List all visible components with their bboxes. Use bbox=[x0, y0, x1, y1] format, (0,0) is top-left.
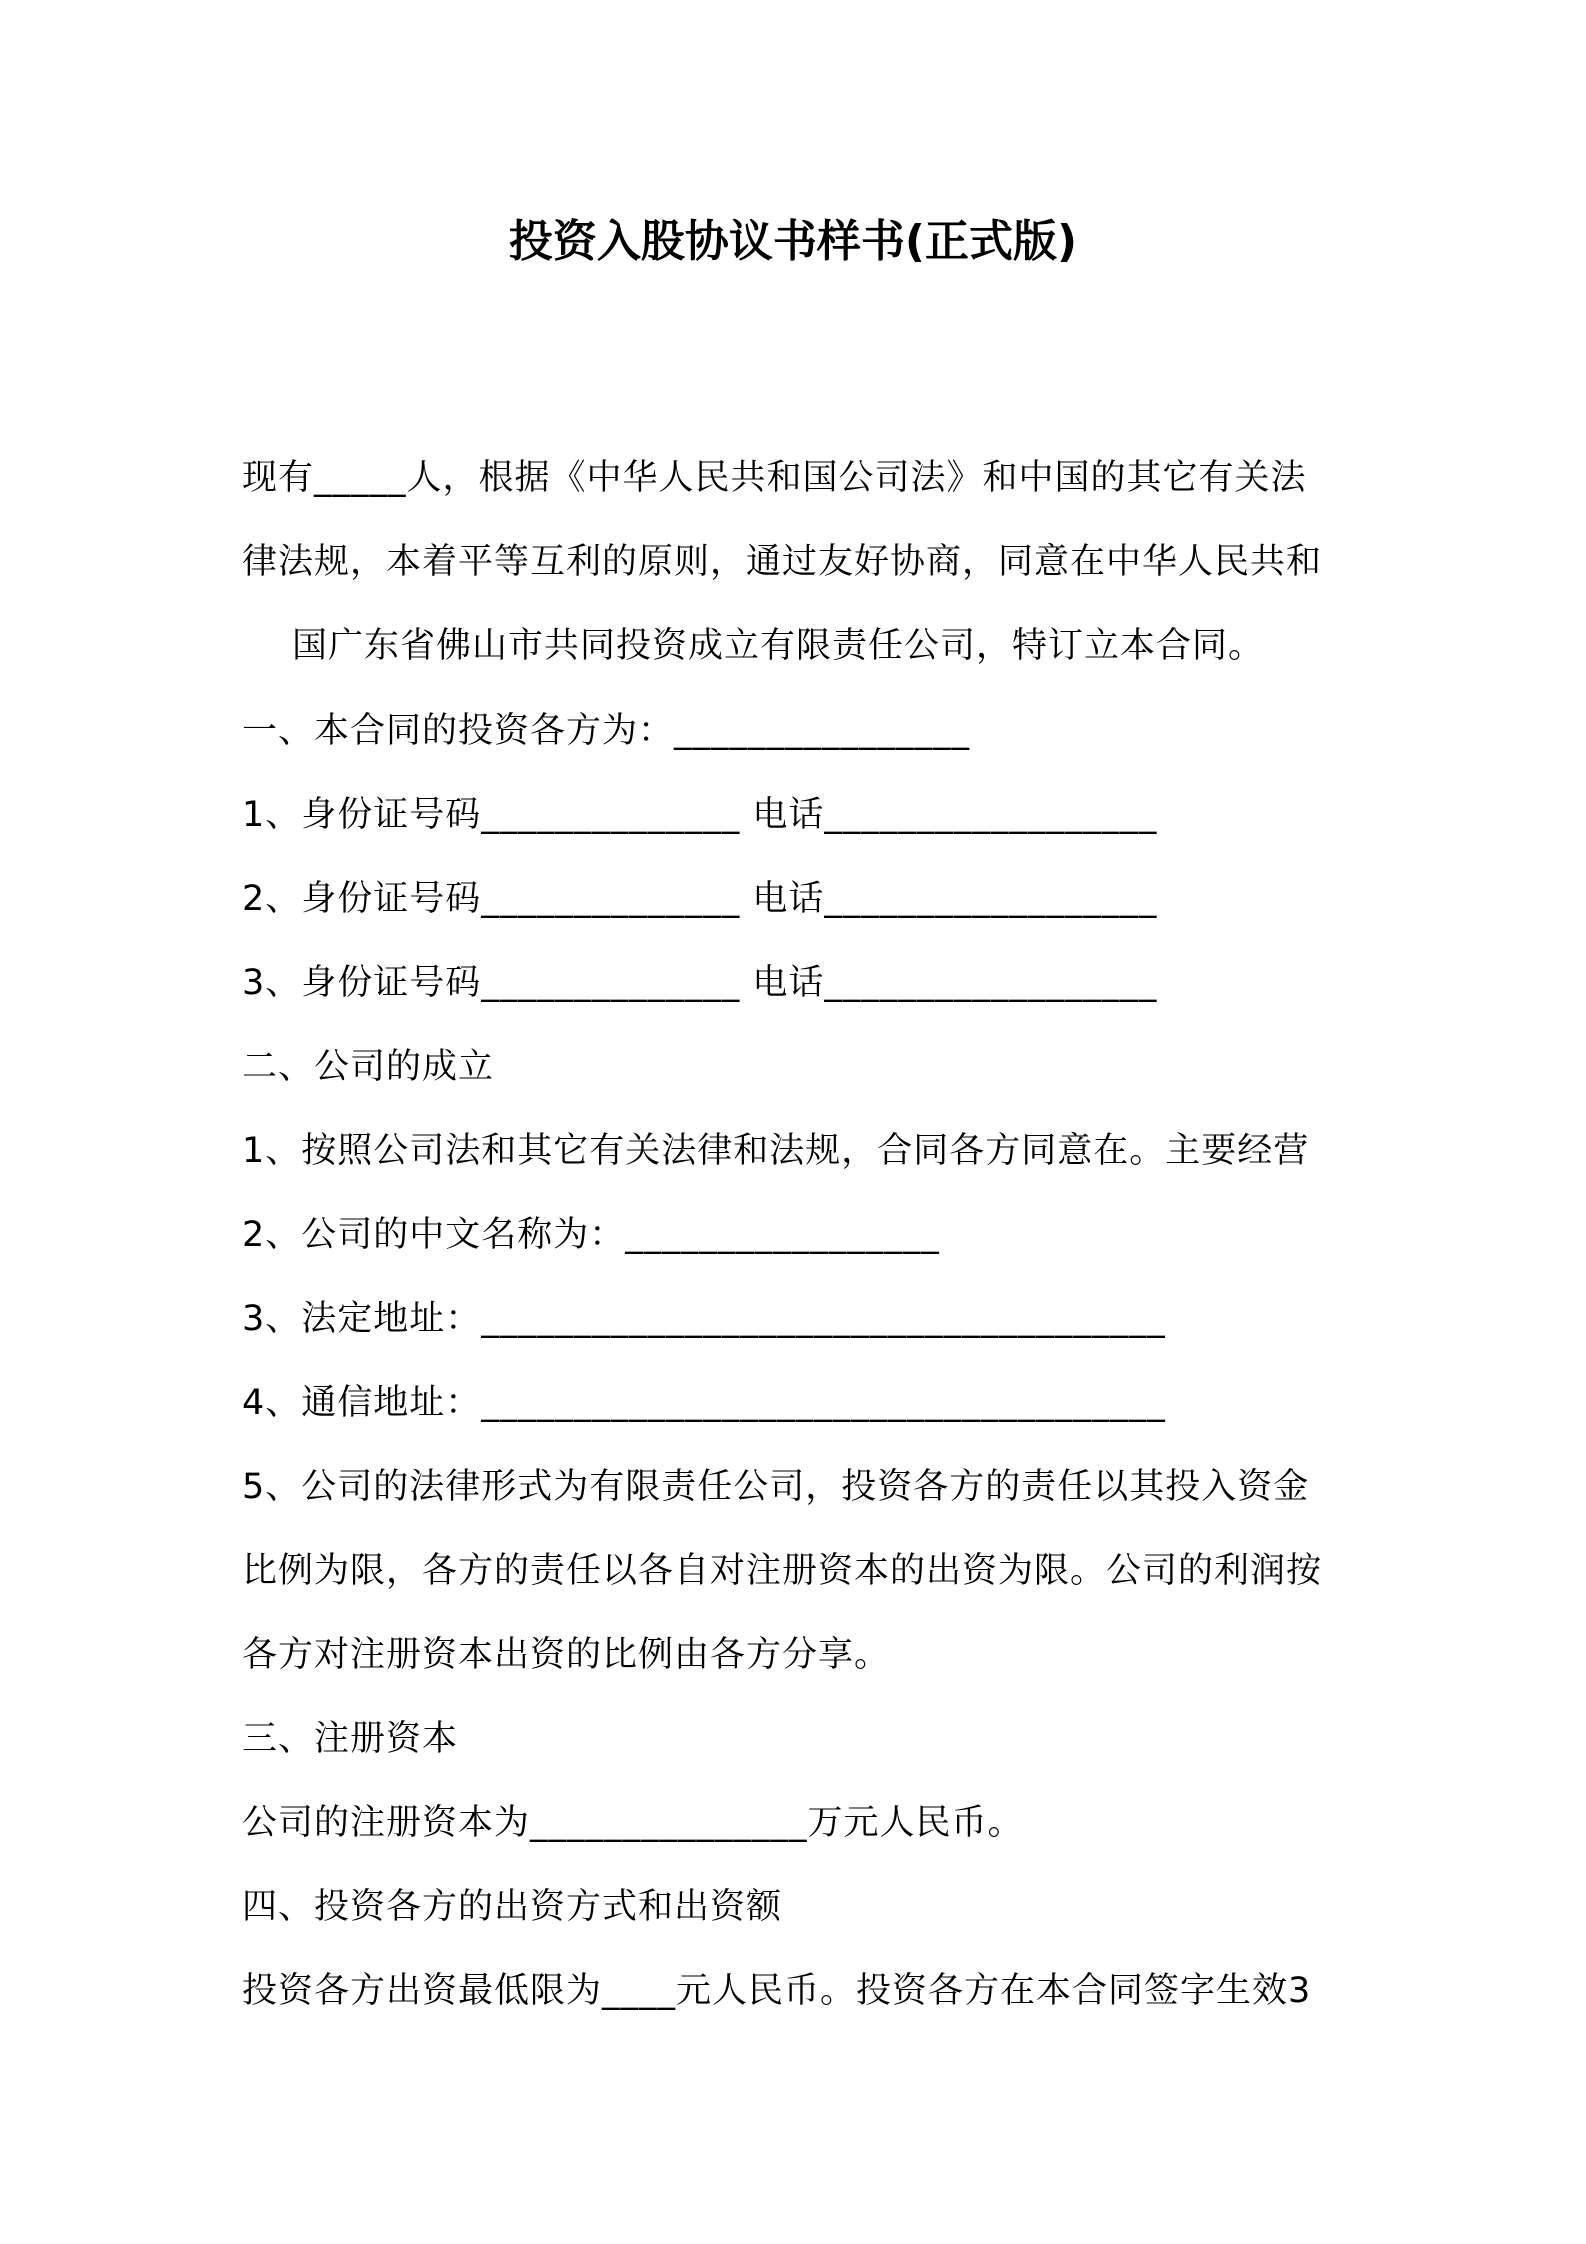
section-4-heading: 四、投资各方的出资方式和出资额 bbox=[242, 1887, 783, 1927]
clause-2-5-line-1: 5、公司的法律形式为有限责任公司，投资各方的责任以其投入资金 bbox=[242, 1467, 1310, 1507]
minimum-investment-line: 投资各方出资最低限为____元人民币。投资各方在本合同签字生效3 bbox=[242, 1971, 1312, 2011]
paragraph-intro-line-3: 国广东省佛山市共同投资成立有限责任公司，特订立本合同。 bbox=[292, 626, 1265, 666]
section-3-heading: 三、注册资本 bbox=[242, 1719, 459, 1759]
clause-2-5-line-3: 各方对注册资本出资的比例由各方分享。 bbox=[242, 1635, 891, 1675]
paragraph-intro-line-2: 律法规，本着平等互利的原则，通过友好协商，同意在中华人民共和 bbox=[242, 542, 1323, 582]
party-2-line: 2、身份证号码______________ 电话__________________ bbox=[242, 879, 1158, 919]
clause-2-2: 2、公司的中文名称为：_________________ bbox=[242, 1215, 940, 1255]
registered-capital-line: 公司的注册资本为_______________万元人民币。 bbox=[242, 1803, 1024, 1843]
clause-2-5-line-2: 比例为限，各方的责任以各自对注册资本的出资为限。公司的利润按 bbox=[242, 1551, 1323, 1591]
party-1-line: 1、身份证号码______________ 电话__________________ bbox=[242, 795, 1158, 835]
clause-2-1: 1、按照公司法和其它有关法律和法规，合同各方同意在。主要经营 bbox=[242, 1131, 1310, 1171]
clause-2-4: 4、通信地址：_____________________________________ bbox=[242, 1383, 1166, 1423]
section-1-heading: 一、本合同的投资各方为：________________ bbox=[242, 711, 971, 751]
document-title: 投资入股协议书样书(正式版) bbox=[508, 216, 1078, 267]
section-2-heading: 二、公司的成立 bbox=[242, 1047, 495, 1087]
clause-2-3: 3、法定地址：_____________________________________ bbox=[242, 1299, 1166, 1339]
paragraph-intro-line-1: 现有_____人，根据《中华人民共和国公司法》和中国的其它有关法 bbox=[242, 458, 1307, 498]
party-3-line: 3、身份证号码______________ 电话__________________ bbox=[242, 963, 1158, 1003]
